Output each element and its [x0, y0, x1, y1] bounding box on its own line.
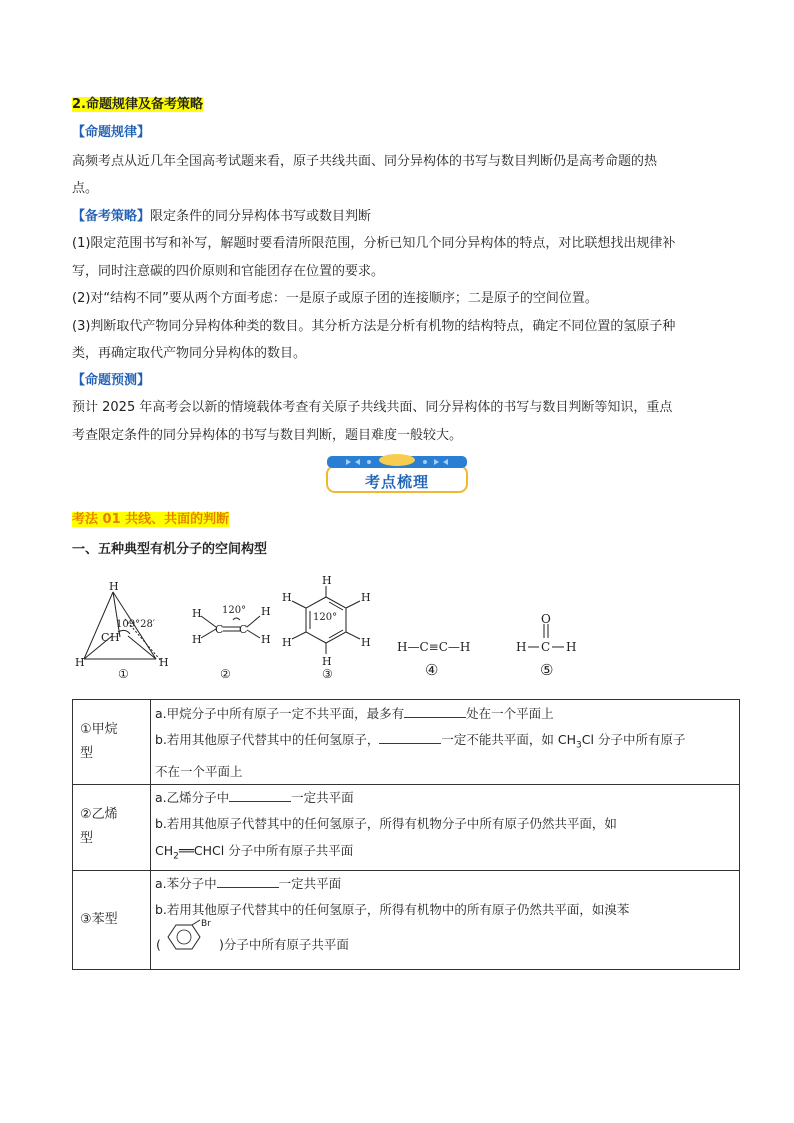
ethyne-formula: H—C≡C—H [397, 640, 471, 654]
formaldehyde-o: O [541, 612, 551, 626]
ethylene-c2: C [239, 623, 248, 636]
benzene-h-lower-right: H [361, 636, 371, 649]
ethylene-h2: H [192, 633, 202, 646]
benzene-number: ③ [322, 667, 333, 681]
section-heading: 2.命题规律及备考策略 [72, 97, 203, 112]
strategy-line [72, 208, 371, 226]
table-row [73, 784, 740, 871]
answer-blank[interactable] [217, 875, 279, 888]
table-row [73, 871, 740, 970]
row-name-methane: ①甲烷 型 [73, 700, 151, 785]
benzene-h-upper-right: H [361, 591, 371, 604]
methane-h-right: H [159, 656, 169, 669]
answer-blank[interactable] [229, 789, 291, 802]
benzene-angle: 120° [313, 612, 338, 623]
method-subheading: 一、五种典型有机分子的空间构型 [72, 542, 268, 557]
benzene-h-top: H [322, 574, 332, 587]
ethylene-number: ② [220, 667, 231, 681]
formaldehyde-h2: H [566, 640, 577, 654]
ethylene-h3: H [261, 605, 271, 618]
ethylene-h4: H [261, 633, 271, 646]
svg-text:Br: Br [201, 919, 211, 929]
answer-blank[interactable] [404, 705, 466, 718]
benzene-h-lower-left: H [282, 636, 292, 649]
method-heading: 考法 01 共线、共面的判断 [72, 512, 230, 527]
row-content-ethylene: a.乙烯分子中 一定共平面 b.若用其他原子代替其中的任何氢原子，所得有机物分子中所有原子仍然共平面，如 $CH_2══CHCl$ 分子中所有原子共平面 [151, 784, 740, 871]
banner-title: 考点梳理 [364, 473, 429, 491]
strategy-3b: 类，再确定取代产物同分异构体的数目。 [72, 346, 307, 361]
methane-h-top: H [109, 580, 119, 593]
benzene-h-bottom: H [322, 655, 332, 668]
ethylene-h1: H [192, 607, 202, 620]
rule-text-1: 高频考点从近几年全国高考试题来看，原子共线共面、同分异构体的书写与数目判断仍是高考命题的热 [72, 154, 658, 169]
methane-angle: 109°28′ [116, 619, 156, 630]
strategy-1b: 写，同时注意碳的四价原则和官能团存在位置的要求。 [72, 264, 385, 279]
methane-h-mid: H [110, 631, 120, 644]
row-content-methane: a.甲烷分子中所有原子一定不共平面，最多有 处在一个平面上 b.若用其他原子代替其中的任何氢原子， 一定不能共平面，如 $CH_3Cl$ 分子中所有原子 不在一个平面上 [151, 700, 740, 785]
rule-text-2: 点。 [72, 181, 99, 196]
answer-blank[interactable] [379, 731, 441, 744]
strategy-3a: (3)判断取代产物同分异构体种类的数目。其分析方法是分析有机物的结构特点，确定不同位置的氢原子种 [72, 319, 676, 334]
table-row [73, 700, 740, 785]
ethylene-angle: 120° [222, 605, 247, 616]
strategy-2: (2)对“结构不同”要从两个方面考虑：一是原子或原子团的连接顺序；二是原子的空间位置。 [72, 291, 598, 306]
predict-label: 【命题预测】 [72, 373, 151, 388]
strategy-label: 【备考策略】 [72, 209, 151, 224]
benzene-h-upper-left: H [282, 591, 292, 604]
ethyne-number: ④ [425, 661, 439, 679]
ethylene-c1: C [215, 623, 224, 636]
molecule-diagrams [70, 574, 590, 684]
methane-h-left: H [75, 656, 85, 669]
predict-1: 预计 2025 年高考会以新的情境载体考查有关原子共线共面、同分异构体的书写与数目判断等知识，重点 [72, 400, 673, 415]
methane-c: C [101, 631, 110, 644]
formaldehyde-h1: H [516, 640, 527, 654]
formaldehyde-number: ⑤ [540, 661, 554, 679]
row-name-ethylene: ②乙烯 型 [73, 784, 151, 871]
methane-number: ① [118, 667, 129, 681]
formaldehyde-c: C [541, 640, 551, 654]
predict-2: 考查限定条件的同分异构体的书写与数目判断，题目难度一般较大。 [72, 428, 463, 443]
section-banner [324, 452, 470, 496]
strategy-1a: (1)限定范围书写和补写，解题时要看清所限范围，分析已知几个同分异构体的特点，对比联想找出规律补 [72, 236, 676, 251]
molecule-type-table [72, 699, 740, 970]
rule-label: 【命题规律】 [72, 125, 151, 140]
row-content-benzene: a.苯分子中 一定共平面 b.若用其他原子代替其中的任何氢原子，所得有机物中的所有原子仍然共平面，如溴苯 ( Br )分子中所有原子共平面 [151, 871, 740, 970]
row-name-benzene: ③苯型 [73, 871, 151, 970]
strategy-title: 限定条件的同分异构体书写或数目判断 [150, 209, 372, 224]
bromobenzene-icon [160, 919, 220, 953]
